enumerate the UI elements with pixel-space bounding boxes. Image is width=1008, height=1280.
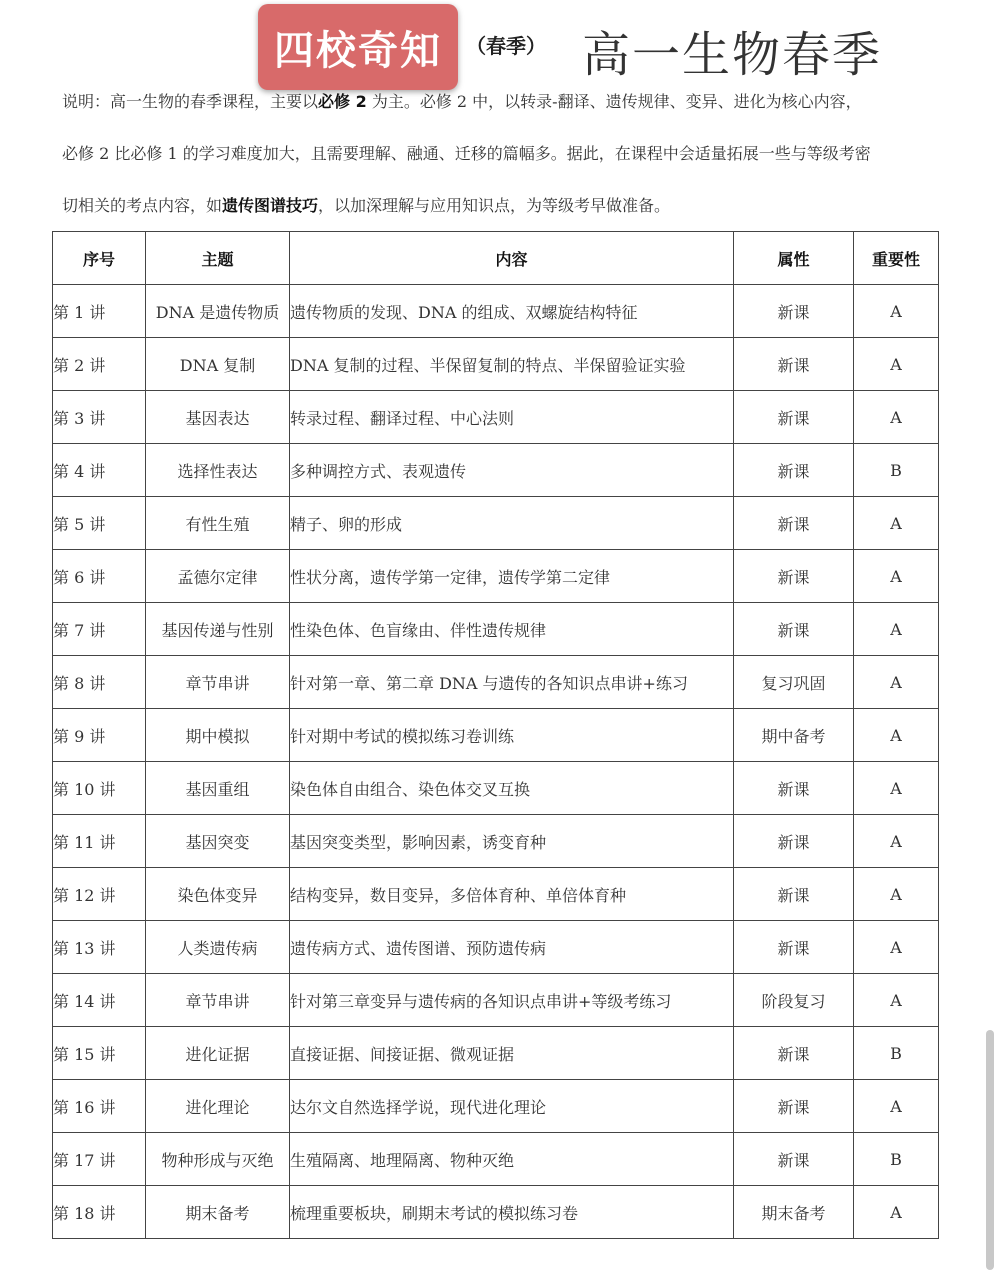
cell-importance: A [854,285,939,338]
cell-importance: A [854,1186,939,1239]
cell-attribute: 新课 [734,550,854,603]
table-row [53,974,939,1027]
cell-content: 染色体自由组合、染色体交叉互换 [290,762,734,815]
cell-attribute: 新课 [734,338,854,391]
cell-importance: A [854,815,939,868]
table-header-row [53,232,939,285]
cell-attribute: 新课 [734,1133,854,1186]
cell-content: 多种调控方式、表观遗传 [290,444,734,497]
header-importance: 重要性 [854,232,939,285]
intro-line-1-bold: 必修 2 [318,92,367,111]
cell-topic: 有性生殖 [146,497,290,550]
cell-topic: 孟德尔定律 [146,550,290,603]
header-attribute: 属性 [734,232,854,285]
cell-number: 第 14 讲 [53,974,146,1027]
cell-attribute: 新课 [734,603,854,656]
cell-importance: B [854,1133,939,1186]
intro-description [62,84,952,240]
cell-importance: A [854,497,939,550]
intro-line-3-bold: 遗传图谱技巧 [222,196,319,215]
table-row [53,868,939,921]
table-row [53,762,939,815]
course-schedule-table [52,231,939,1239]
cell-attribute: 新课 [734,921,854,974]
cell-attribute: 期中备考 [734,709,854,762]
cell-attribute: 新课 [734,391,854,444]
table-row [53,497,939,550]
cell-attribute: 新课 [734,1080,854,1133]
cell-content: 精子、卵的形成 [290,497,734,550]
cell-attribute: 新课 [734,868,854,921]
cell-importance: A [854,762,939,815]
table-row [53,550,939,603]
cell-content: 性状分离，遗传学第一定律，遗传学第二定律 [290,550,734,603]
cell-number: 第 5 讲 [53,497,146,550]
brand-logo-text: 四校奇知 [274,27,442,74]
intro-line-2-text: 必修 2 比必修 1 的学习难度加大，且需要理解、融通、迁移的篇幅多。据此，在课程中会适量拓展一些与等级考密 [62,144,871,163]
intro-line-1-text-c: 为主。必修 2 中，以转录-翻译、遗传规律、变异、进化为核心内容， [366,92,862,111]
cell-topic: 进化证据 [146,1027,290,1080]
cell-content: 梳理重要板块，刷期末考试的模拟练习卷 [290,1186,734,1239]
cell-topic: DNA 是遗传物质 [146,285,290,338]
cell-content: 针对第一章、第二章 DNA 与遗传的各知识点串讲+练习 [290,656,734,709]
table-row [53,1133,939,1186]
cell-attribute: 阶段复习 [734,974,854,1027]
cell-number: 第 6 讲 [53,550,146,603]
cell-importance: A [854,1080,939,1133]
table-row [53,815,939,868]
cell-content: 针对期中考试的模拟练习卷训练 [290,709,734,762]
header-number: 序号 [53,232,146,285]
cell-content: 转录过程、翻译过程、中心法则 [290,391,734,444]
cell-topic: 选择性表达 [146,444,290,497]
table-row [53,709,939,762]
page-title: 高一生物春季 [582,27,883,83]
cell-number: 第 16 讲 [53,1080,146,1133]
brand-logo [258,4,458,90]
cell-importance: B [854,1027,939,1080]
cell-topic: DNA 复制 [146,338,290,391]
cell-number: 第 17 讲 [53,1133,146,1186]
table-row [53,656,939,709]
cell-importance: A [854,656,939,709]
cell-number: 第 18 讲 [53,1186,146,1239]
cell-topic: 章节串讲 [146,656,290,709]
cell-number: 第 15 讲 [53,1027,146,1080]
cell-attribute: 新课 [734,444,854,497]
cell-topic: 基因表达 [146,391,290,444]
cell-topic: 物种形成与灭绝 [146,1133,290,1186]
cell-number: 第 4 讲 [53,444,146,497]
cell-topic: 进化理论 [146,1080,290,1133]
cell-importance: A [854,550,939,603]
cell-content: 针对第三章变异与遗传病的各知识点串讲+等级考练习 [290,974,734,1027]
cell-topic: 基因传递与性别 [146,603,290,656]
cell-number: 第 12 讲 [53,868,146,921]
cell-topic: 染色体变异 [146,868,290,921]
cell-number: 第 13 讲 [53,921,146,974]
header-content: 内容 [290,232,734,285]
cell-number: 第 10 讲 [53,762,146,815]
cell-attribute: 新课 [734,762,854,815]
table-row [53,603,939,656]
cell-importance: A [854,391,939,444]
cell-number: 第 1 讲 [53,285,146,338]
cell-content: DNA 复制的过程、半保留复制的特点、半保留验证实验 [290,338,734,391]
cell-number: 第 9 讲 [53,709,146,762]
header-topic: 主题 [146,232,290,285]
cell-attribute: 期末备考 [734,1186,854,1239]
intro-line-3-text-c: ，以加深理解与应用知识点，为等级考早做准备。 [318,196,671,215]
cell-number: 第 8 讲 [53,656,146,709]
cell-topic: 基因突变 [146,815,290,868]
cell-importance: A [854,868,939,921]
cell-number: 第 2 讲 [53,338,146,391]
vertical-scrollbar[interactable] [986,1030,994,1270]
cell-content: 基因突变类型，影响因素，诱变育种 [290,815,734,868]
cell-content: 直接证据、间接证据、微观证据 [290,1027,734,1080]
cell-attribute: 新课 [734,285,854,338]
table-body [53,285,939,1239]
cell-importance: A [854,338,939,391]
cell-number: 第 11 讲 [53,815,146,868]
cell-number: 第 7 讲 [53,603,146,656]
table-row [53,1080,939,1133]
cell-topic: 人类遗传病 [146,921,290,974]
cell-importance: A [854,921,939,974]
cell-topic: 基因重组 [146,762,290,815]
intro-line-1-text-a: 说明：高一生物的春季课程，主要以 [62,92,319,111]
cell-attribute: 复习巩固 [734,656,854,709]
cell-importance: A [854,603,939,656]
table-row [53,391,939,444]
cell-importance: A [854,709,939,762]
cell-content: 遗传物质的发现、DNA 的组成、双螺旋结构特征 [290,285,734,338]
cell-attribute: 新课 [734,1027,854,1080]
intro-line-3-text-a: 切相关的考点内容，如 [62,196,223,215]
intro-line-1 [62,84,952,136]
cell-content: 生殖隔离、地理隔离、物种灭绝 [290,1133,734,1186]
cell-attribute: 新课 [734,815,854,868]
table-row [53,1186,939,1239]
cell-topic: 章节串讲 [146,974,290,1027]
table-row [53,444,939,497]
cell-number: 第 3 讲 [53,391,146,444]
cell-content: 结构变异，数目变异，多倍体育种、单倍体育种 [290,868,734,921]
cell-importance: A [854,974,939,1027]
season-label: （春季） [466,34,546,58]
cell-content: 性染色体、色盲缘由、伴性遗传规律 [290,603,734,656]
intro-line-2 [62,136,952,188]
cell-attribute: 新课 [734,497,854,550]
table-row [53,1027,939,1080]
table-row [53,338,939,391]
cell-content: 遗传病方式、遗传图谱、预防遗传病 [290,921,734,974]
cell-importance: B [854,444,939,497]
cell-content: 达尔文自然选择学说，现代进化理论 [290,1080,734,1133]
cell-topic: 期中模拟 [146,709,290,762]
table-row [53,285,939,338]
cell-topic: 期末备考 [146,1186,290,1239]
table-row [53,921,939,974]
